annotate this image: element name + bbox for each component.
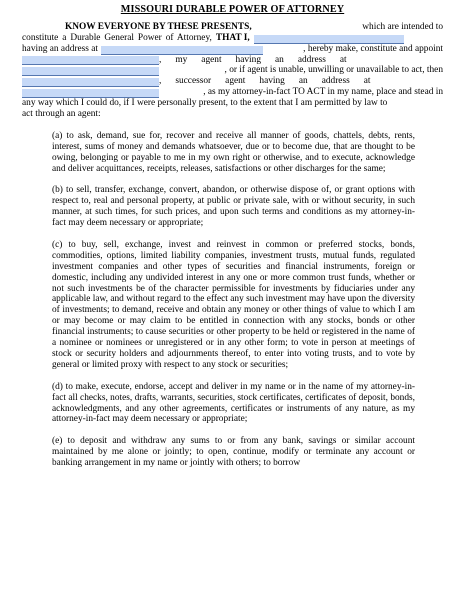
agent-address-field[interactable]: [22, 67, 159, 76]
intro-that-i: THAT I,: [215, 32, 250, 43]
clause-b: (b) to sell, transfer, exchange, convert, abandon, or otherwise dispose of, or grant options with respect to, real and personal property, at public or private sale, with or without security, in such manner, at such times, for such prices, and upon such terms and conditions as my attorney-in-fact may deem necessary or appropriate;: [52, 185, 415, 229]
principal-name-field[interactable]: [254, 35, 404, 44]
clause-c: (c) to buy, sell, exchange, invest and reinvest in common or preferred stocks, bonds, commodities, options, limited liability companies, investment trusts, mutual funds, regulated investment companies and other types of securities and financial instruments, foreign or domestic, including any undivided interest in any one or more common trust funds, whether or not such investments be of the character permissible for investments by fiduciaries under any applicable law, and without regard to the effect any such investment may have upon the diversity of investments; to demand, receive and obtain any money or other things of value to which I am or may become or may claim to be entitled in connection with any stocks, bonds or other financial instruments; to cause securities or other property to be held or registered in the name of a nominee or nominees or unregistered or in any other form; to vote in person at meetings of stock or security holders and adjournments thereof, to enter into voting trusts, and to vote by general or limited proxy with respect to any stock or securities;: [52, 239, 415, 370]
intro-text: which are intended to: [362, 21, 443, 32]
document-title: MISSOURI DURABLE POWER OF ATTORNEY: [120, 4, 345, 15]
intro-text: , my agent having an address at: [159, 54, 347, 65]
intro-text: act through an agent:: [22, 109, 101, 120]
clause-a: (a) to ask, demand, sue for, recover and receive all manner of goods, chattels, debts, rents, interest, sums of money and demands whatsoever, due or to become due, that are thought to be owing, belonging or payable to me in my own right or otherwise, and to execute, acknowledge and deliver acquittances, receipts, releases, satisfactions or other discharges for the same;: [52, 130, 415, 174]
intro-text: having an address at: [22, 43, 99, 54]
intro-text: constitute a Durable General Power of Attorney,: [22, 32, 212, 43]
clause-e: (e) to deposit and withdraw any sums to or from any bank, savings or similar account maintained by me alone or jointly; to open, continue, modify or terminate any account or banking arrangement in my name or jointly with others; to borrow: [52, 436, 415, 469]
intro-paragraph: [22, 22, 443, 120]
principal-address-field[interactable]: [101, 46, 263, 55]
successor-agent-name-field[interactable]: [22, 78, 159, 87]
intro-heading-bold: KNOW EVERYONE BY THESE PRESENTS,: [65, 21, 252, 32]
agent-name-field[interactable]: [22, 56, 159, 65]
intro-text: any way which I could do, if I were personally present, to the extent that I am permitted by law to: [22, 98, 388, 109]
successor-agent-address-field[interactable]: [22, 89, 159, 98]
intro-text: , as my attorney-in-fact TO ACT in my name, place and stead in: [203, 87, 443, 98]
intro-text: , hereby make, constitute and appoint: [303, 43, 443, 54]
intro-text: , successor agent having an address at: [159, 76, 371, 87]
intro-text: , or if agent is unable, unwilling or unavailable to act, then: [224, 65, 443, 76]
clause-d: (d) to make, execute, endorse, accept and deliver in my name or in the name of my attorney-in-fact all checks, notes, drafts, warrants, securities, stock certificates, certificates of deposit, bonds, acknowledgments, and any other agreements, certificates or instruments of any nature, as my attorney-in-fact may deem necessary or appropriate;: [52, 381, 415, 425]
